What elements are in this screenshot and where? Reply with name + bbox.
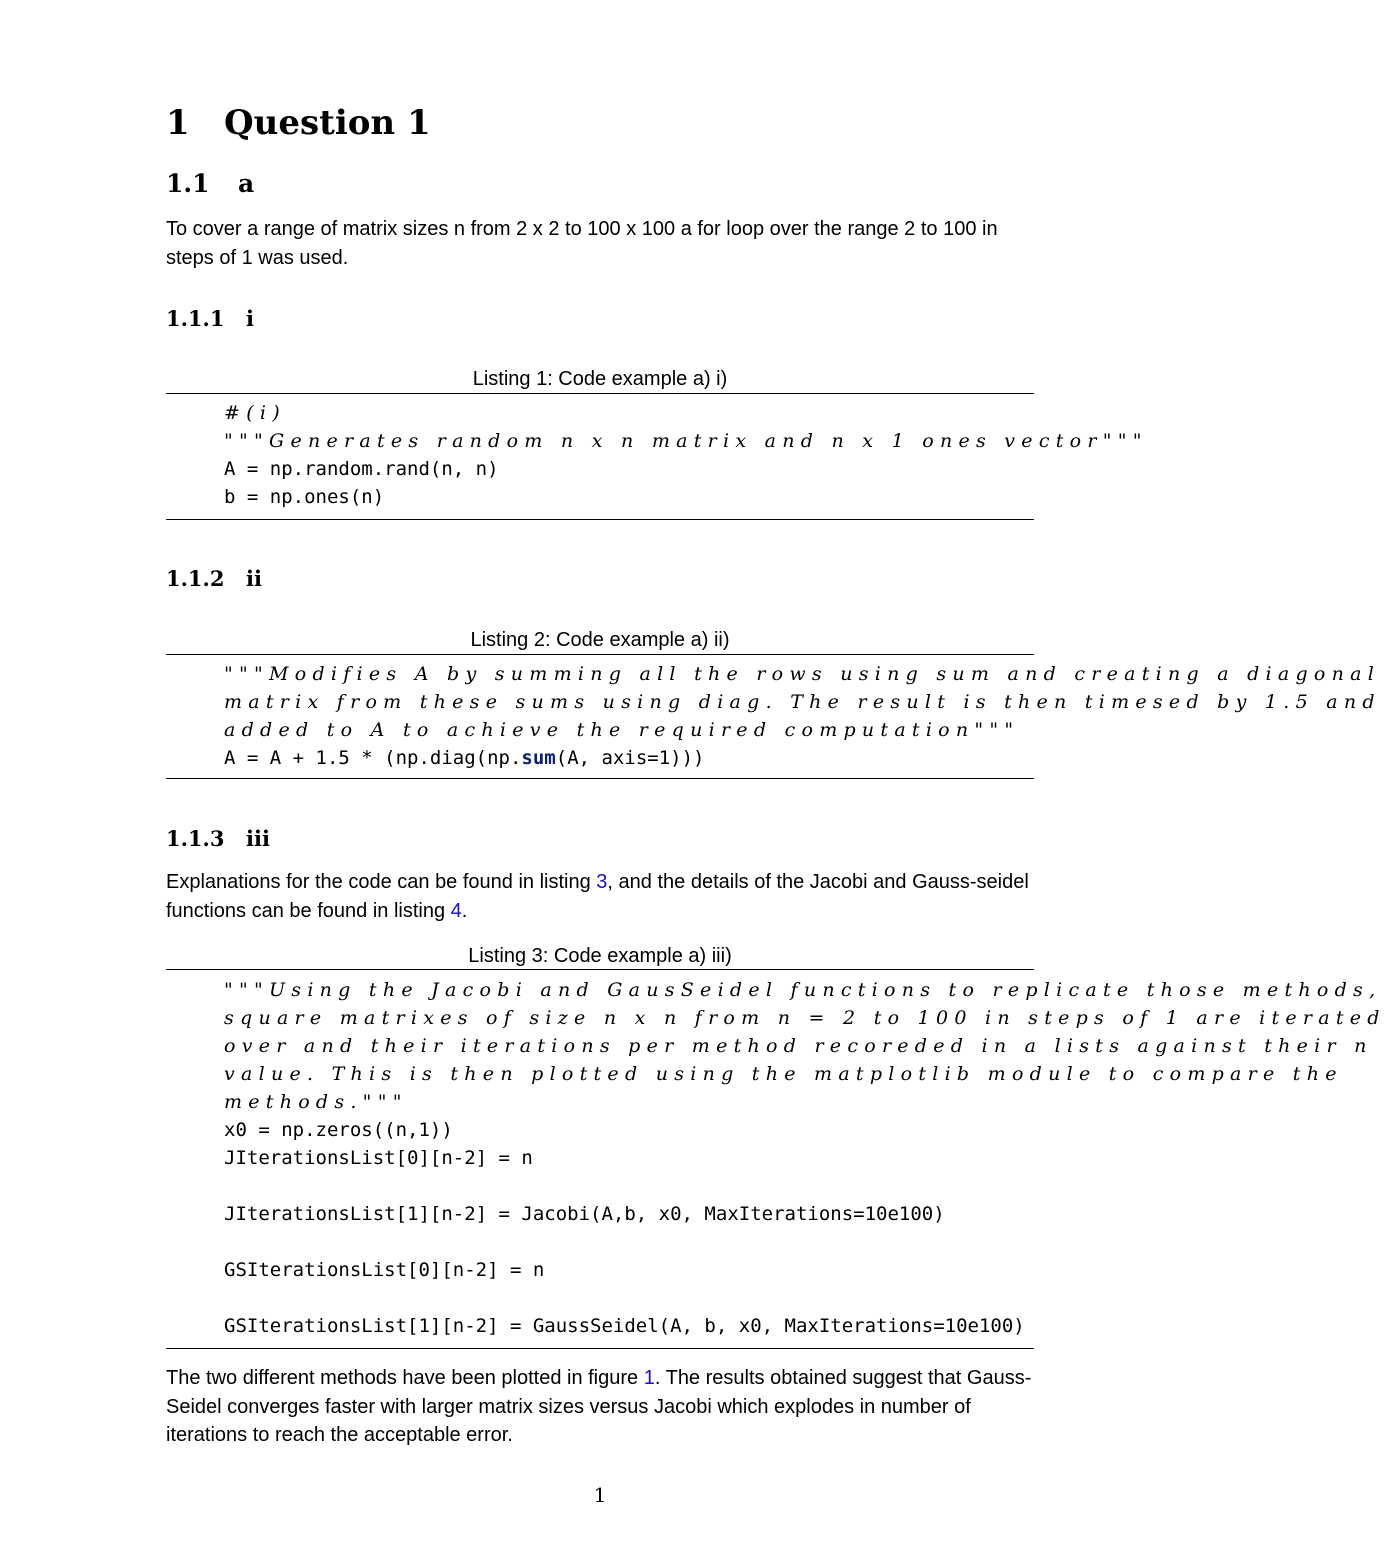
subsubsection-heading-i (166, 305, 254, 333)
section-number: 1 (166, 103, 190, 143)
code-line: JIterationsList[1][n-2] = Jacobi(A,b, x0, MaxIterations=10e100) (224, 1203, 945, 1225)
code-line: GSIterationsList[0][n-2] = n (224, 1259, 545, 1281)
code-line: b = np.ones(n) (224, 486, 385, 508)
paragraph-text: . The results obtained suggest that Gauss-Seidel converges faster with larger matrix sizes versus Jacobi which explodes in number of iterations to reach the acceptable error. (166, 1367, 1032, 1446)
page-number: 1 (593, 1483, 607, 1507)
subsection-number: 1.1 (166, 169, 210, 198)
code-comment-line: methods.""" (224, 1091, 408, 1113)
code-comment-line: added to A to achieve the required computation""" (224, 719, 1020, 741)
code-comment-line: """Using the Jacobi and GausSeidel functions to replicate those methods, (224, 979, 1382, 1001)
intro-paragraph: To cover a range of matrix sizes n from 2 x 2 to 100 x 100 a for loop over the range 2 to 100 in steps of 1 was used. (166, 218, 998, 269)
listing-1-code (224, 399, 1200, 511)
listing-3-top-rule (166, 969, 1034, 970)
subsection-title: a (238, 169, 255, 198)
listing-1-bottom-rule (166, 519, 1034, 520)
code-comment-line: square matrixes of size n x n from n = 2 to 100 in steps of 1 are iterated (224, 1007, 1386, 1029)
code-text: A = A + 1.5 * (np.diag(np. (224, 747, 522, 769)
listing-1-caption: Listing 1: Code example a) i) (472, 368, 728, 390)
paragraph-text: The two different methods have been plotted in figure (166, 1367, 644, 1389)
code-comment-line: matrix from these sums using diag. The result is then timesed by 1.5 and (224, 691, 1381, 713)
subsubsection-heading-ii (166, 565, 262, 593)
listing-3-bottom-rule (166, 1348, 1034, 1349)
listing-2-top-rule (166, 654, 1034, 655)
subsubsection-number: 1.1.1 (166, 306, 225, 331)
code-comment-line: over and their iterations per method recoreded in a lists against their n (224, 1035, 1373, 1057)
paragraph-text: , and the details of the Jacobi and Gauss-seidel functions can be found in listing (166, 871, 1029, 922)
code-comment-line: """Modifies A by summing all the rows using sum and creating a diagonal (224, 663, 1381, 685)
code-line: JIterationsList[0][n-2] = n (224, 1147, 533, 1169)
listing-2-bottom-rule (166, 778, 1034, 779)
subsubsection-title: iii (246, 826, 270, 851)
code-line (224, 1284, 1200, 1312)
paragraph-text: Explanations for the code can be found in listing (166, 871, 597, 893)
code-keyword: sum (521, 747, 556, 769)
code-line: A = np.random.rand(n, n) (224, 458, 499, 480)
code-text: (A, axis=1))) (555, 747, 705, 769)
listing-1-top-rule (166, 393, 1034, 394)
listing-3-code (224, 976, 1386, 1340)
subsection-heading (166, 168, 254, 200)
code-comment-line: value. This is then plotted using the matplotlib module to compare the (224, 1063, 1343, 1085)
subsubsection-number: 1.1.3 (166, 826, 225, 851)
section-title: Question 1 (224, 103, 431, 143)
code-comment-line: """Generates random n x n matrix and n x 1 ones vector""" (224, 430, 1148, 452)
listing-3-link[interactable]: 3 (596, 871, 608, 893)
subsubsection-title: ii (246, 566, 262, 591)
figure-1-link[interactable]: 1 (643, 1367, 655, 1389)
listing-2-caption: Listing 2: Code example a) ii) (470, 629, 730, 651)
listing-4-link[interactable]: 4 (450, 899, 462, 922)
subsubsection-title: i (246, 306, 254, 331)
section-heading (166, 103, 431, 143)
listing-2-code (224, 660, 1381, 772)
iii-paragraph (166, 868, 1034, 925)
subsubsection-number: 1.1.2 (166, 566, 225, 591)
subsubsection-heading-iii (166, 825, 270, 853)
code-comment-line: #(i) (224, 402, 286, 424)
code-line: GSIterationsList[1][n-2] = GaussSeidel(A, b, x0, MaxIterations=10e100) (224, 1315, 1025, 1337)
code-line (224, 1228, 1200, 1256)
code-line (224, 1172, 1200, 1200)
code-line: x0 = np.zeros((n,1)) (224, 1119, 453, 1141)
listing-3-caption: Listing 3: Code example a) iii) (468, 945, 732, 967)
paragraph-text: . (461, 899, 468, 922)
code-line (224, 744, 1200, 772)
conclusion-paragraph (166, 1364, 1034, 1450)
